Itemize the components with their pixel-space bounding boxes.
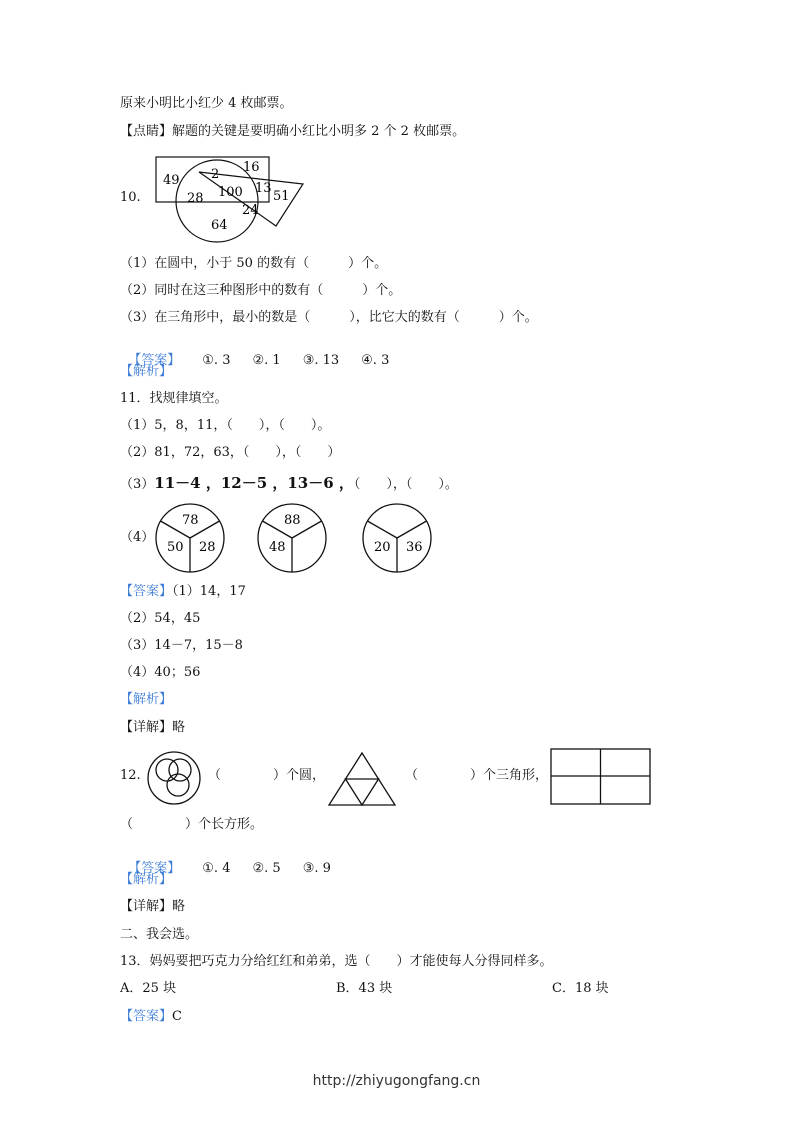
wheel-3-right: 36 [406,540,423,555]
dianjing-tag: 【点睛】 [120,124,173,139]
q12-blank-circles: （ ）个圆， [208,768,326,783]
q12-blank-rectangles: （ ）个长方形。 [120,817,264,832]
q11-part2: （2）81，72，63，（ ），（ ） [120,445,341,460]
q11-jiexi: 【解析】 [120,692,173,707]
q10-part3: （3）在三角形中，最小的数是（ ），比它大的数有（ ）个。 [120,310,538,325]
q12-number: 12. [120,768,141,783]
venn-100: 100 [218,185,243,200]
answer-tag: 【答案】 [120,1009,173,1024]
q10-ans-4: ④. 3 [361,353,390,368]
q11-part3-suffix: （ ），（ ）。 [353,477,458,492]
venn-49: 49 [163,173,180,188]
circles-figure [145,750,205,808]
q11-ans-4: （4）40；56 [120,665,201,680]
xiangjie-tag: 【详解】 [120,720,173,735]
q11-ans-3: （3）14－7，15－8 [120,638,243,653]
q10-ans-3: ③. 13 [302,353,340,368]
q13-ans: C [172,1009,182,1024]
q12-xiangjie [120,899,185,915]
venn-diagram [150,150,310,245]
q13-stem: 13．妈妈要把巧克力分给红红和弟弟，选（ ）才能使每人分得同样多。 [120,954,553,969]
q11-ans-2: （2）54，45 [120,611,201,626]
q13-answer [120,1009,182,1025]
q13-option-c: C．18 块 [552,981,609,996]
wheel-1-top: 78 [182,513,199,528]
q11-part1: （1）5，8，11，（ ），（ ）。 [120,418,331,433]
q10-part2: （2）同时在这三种图形中的数有（ ）个。 [120,283,402,298]
q11-part3 [120,475,458,493]
q12-blank-triangles: （ ）个三角形， [405,768,549,783]
wheel-1 [156,504,224,572]
footer-url[interactable]: http://zhiyugongfang.cn [312,1073,481,1089]
answer-tag: 【答案】 [128,353,181,368]
venn-16: 16 [243,160,260,175]
dianjing-text: 解题的关键是要明确小红比小明多 2 个 2 枚邮票。 [172,124,466,139]
q11-answer [120,584,246,600]
section-2-title: 二、我会选。 [120,927,199,942]
dianjing-line [120,124,465,140]
q11-title: 11．找规律填空。 [120,391,228,406]
triangles-figure [326,750,398,808]
q10-ans-2: ②. 1 [252,353,281,368]
q13-option-a: A．25 块 [120,981,177,996]
q10-part1: （1）在圆中，小于 50 的数有（ ）个。 [120,256,388,271]
q11-part3-prefix: （3） [120,477,155,492]
wheel-3-left: 20 [374,540,391,555]
wheel-2 [258,504,326,572]
answer-tag: 【答案】 [128,861,181,876]
rectangles-figure [550,748,652,806]
xiangjie-text: 略 [172,899,186,914]
wheel-3 [363,504,431,572]
q11-part3-expr: 11－4 ，12－5 ，13－6 ， [154,474,354,492]
q11-ans-1: （1）14，17 [172,584,246,599]
q12-ans-2: ②. 5 [252,861,281,876]
number-wheels [155,502,455,577]
venn-51: 51 [273,189,290,204]
line-conclusion: 原来小明比小红少 4 枚邮票。 [120,96,293,111]
venn-64: 64 [211,218,228,233]
venn-2: 2 [211,167,220,182]
venn-24: 24 [242,203,259,218]
venn-13: 13 [255,181,272,196]
q12-jiexi: 【解析】 [120,872,173,887]
q12-ans-1: ①. 4 [202,861,231,876]
q10-jiexi: 【解析】 [120,364,173,379]
q10-ans-1: ①. 3 [202,353,231,368]
venn-28: 28 [187,191,204,206]
xiangjie-tag: 【详解】 [120,899,173,914]
xiangjie-text: 略 [172,720,186,735]
q11-part4-label: （4） [120,530,155,545]
q10-number: 10. [120,190,141,205]
wheel-2-left: 48 [269,540,286,555]
wheel-2-top: 88 [284,513,301,528]
wheel-1-right: 28 [199,540,216,555]
wheel-1-left: 50 [167,540,184,555]
q13-option-b: B．43 块 [336,981,393,996]
q12-ans-3: ③. 9 [302,861,331,876]
q11-xiangjie [120,720,185,736]
answer-tag: 【答案】 [120,584,173,599]
